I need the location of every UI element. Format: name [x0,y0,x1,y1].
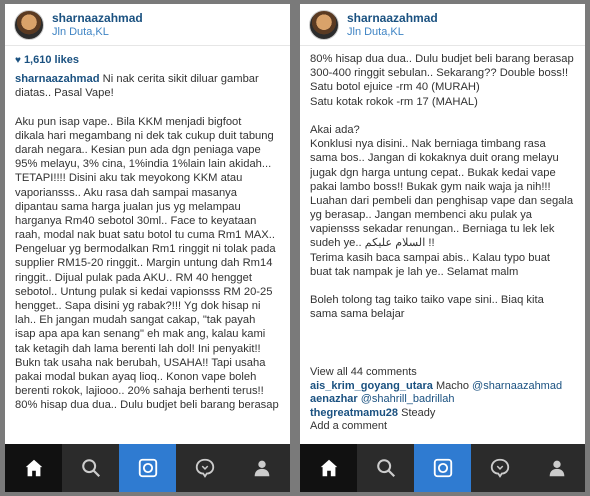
caption-text: berenti rokok, lajiooo.. 20% sahaja berhenti terus!! [15,385,264,398]
add-comment-input[interactable]: Add a comment [310,420,388,433]
caption-text: Bukn tak usaha nak berubah, USAHA!! Tapi usaha [15,356,266,369]
caption [310,52,578,322]
caption-line [15,214,283,228]
comment-user[interactable]: ais_krim_goyang_utara [310,379,433,392]
caption-text: 95% melayu, 3% cina, 1%india 1%lain lain akidah... [15,158,272,171]
caption-text: Pengeluar yg bermodalkan Rm1 ringgit ni tolak pada [15,243,276,256]
caption-text: 300-400 ringgit sebulan.. Sekarang?? Double boss!! [310,67,569,80]
caption-text: ringgit.. Dijual pulak pada AKU.. RM 40 hengget [15,271,252,284]
comments-section [310,366,578,434]
caption-text: tak ketagih dah lama berenti lah dol! Ini penyakit!! [15,342,261,355]
caption-line [310,194,578,208]
comment-user[interactable]: aenazhar [310,393,358,406]
caption-line [310,293,578,307]
caption-text: dipantau sama harga jualan jus yg melampau [15,200,241,213]
caption-line [15,100,283,114]
caption-text: Akai ada? [310,123,360,136]
caption-text: isap apa apa kan senang" eh mak ang, kalau kami [15,328,266,341]
post-header [300,4,585,46]
location-link[interactable]: Jln Duta,KL [347,26,404,38]
caption-text: Terima kasih baca sampai abis.. Kalau typo buat [310,251,551,264]
tab-search[interactable] [62,444,119,492]
caption-text: sebotol.. Untung pulak si kedai vapionsss RM 20-25 [15,285,273,298]
tab-home[interactable] [300,444,357,492]
camera-icon [137,457,159,479]
caption-line [15,256,283,270]
camera-icon [432,457,454,479]
caption-line [15,370,283,384]
caption-line [15,271,283,285]
view-all-comments-link[interactable]: View all 44 comments [310,366,417,378]
caption-text: lah.. Eh jangan mudah sangat cakap, "tak payah [15,314,256,327]
caption-text: jugak dgn harga untung cepat.. Bukak kedai vape [310,166,556,179]
caption-text: Boleh tolong tag taiko taiko vape sini.. Biaq kita [310,294,544,307]
caption [15,72,283,413]
profile-icon [546,457,568,479]
caption-line [15,228,283,242]
caption-text: darah negara.. Kesian pun ada dgn peniaga vape [15,143,261,156]
caption-text: Satu botol ejuice -rm 40 (MURAH) [310,81,480,94]
caption-line [15,115,283,129]
comment-mention[interactable]: @sharnaazahmad [472,379,563,392]
caption-text: diatas.. Pasal Vape! [15,87,114,100]
bottom-tab-bar [300,444,585,492]
caption-line [310,52,578,66]
tab-search[interactable] [357,444,414,492]
caption-line [15,72,283,86]
caption-text: pakai lambo boss!! Bukak gym naik waja ja nih!!! [310,180,551,193]
avatar[interactable] [309,10,339,40]
caption-line [15,186,283,200]
comment [310,380,578,394]
right-post-screen [300,4,585,492]
caption-line [310,180,578,194]
activity-icon [194,457,216,479]
caption-text: Ni nak cerita sikit diluar gambar [99,73,259,85]
caption-line [310,109,578,123]
comment [310,393,578,407]
likes-label: 1,610 likes [23,54,79,66]
caption-line [15,171,283,185]
caption-line [310,251,578,265]
tab-profile[interactable] [528,444,585,492]
caption-line [310,279,578,293]
username[interactable]: sharnaazahmad [52,11,143,25]
caption-line [15,129,283,143]
caption-text: hengget.. Sapa disini yg rabak?!!! Yg dok hisap ni [15,300,261,312]
caption-line [310,208,578,222]
caption-line [310,66,578,80]
username[interactable]: sharnaazahmad [347,11,438,25]
search-icon [80,457,102,479]
caption-text: Konklusi nya disini.. Nak berniaga timbang rasa [310,138,546,151]
likes-count[interactable] [15,54,79,66]
heart-icon: ♥ [15,55,21,66]
caption-line [15,398,283,412]
caption-line [310,80,578,94]
caption-line [15,299,283,313]
comment-text: Steady [398,406,436,419]
caption-line [15,342,283,356]
caption-text: vaporiansss.. Aku rasa dah sampai masanya [15,186,238,199]
search-icon [375,457,397,479]
caption-text: 80% hisap dua dua.. Dulu budjet beli barang berasap [310,53,574,65]
caption-text: sudeh ye.. السلام عليكم !! [310,237,435,250]
comment-mention[interactable]: @shahrill_badrillah [360,393,455,406]
caption-text: Luahan dari pembeli dan penghisap vape dan segala [310,194,574,207]
caption-line [310,222,578,236]
caption-line [15,157,283,171]
caption-line [310,265,578,279]
home-icon [23,457,45,479]
caption-line [15,242,283,256]
caption-line [310,151,578,165]
tab-home[interactable] [5,444,62,492]
home-icon [318,457,340,479]
activity-icon [489,457,511,479]
post-header [5,4,290,46]
bottom-tab-bar [5,444,290,492]
caption-text: 80% hisap dua dua.. Dulu budjet beli barang berasap [15,399,279,412]
location-link[interactable]: Jln Duta,KL [52,26,109,38]
caption-line [15,86,283,100]
caption-line [15,384,283,398]
avatar[interactable] [14,10,44,40]
caption-text: vapiensss sekadar renungan.. Berniaga tu lek lek [310,223,555,236]
caption-line [15,285,283,299]
caption-text: yg berasap.. Jangan membenci aku pulak ya [310,209,533,222]
caption-username[interactable]: sharnaazahmad [15,73,100,85]
caption-text: Satu kotak rokok -rm 17 (MAHAL) [310,95,478,108]
tab-camera[interactable] [119,444,176,492]
profile-icon [251,457,273,479]
caption-line [310,236,578,250]
tab-activity[interactable] [176,444,233,492]
tab-profile[interactable] [233,444,290,492]
caption-line [15,200,283,214]
caption-text: dikala hari megambang ni dek tak cukup duit tabung [15,129,274,142]
comment-text: Macho [432,379,473,392]
tab-camera[interactable] [414,444,471,492]
caption-line [310,137,578,151]
caption-text: TETAPI!!!! Disini aku tak meyokong KKM atau [15,172,243,185]
comment [310,407,578,421]
tab-activity[interactable] [471,444,528,492]
caption-text: sama bos.. Jangan di kokaknya duit orang melayu [310,152,559,165]
caption-line [15,143,283,157]
caption-text: supplier RM15-20 ringgit.. Margin untung dah Rm14 [15,257,273,270]
caption-line [310,307,578,321]
left-post-screen [5,4,290,492]
caption-text: raah, modal nak buat satu botol tu cuma Rm1 MAX.. [15,229,275,242]
caption-line [310,123,578,137]
caption-line [310,166,578,180]
caption-text: buat tak nampak je lah ye.. Selamat malm [310,265,519,278]
caption-line [15,313,283,327]
caption-text: pakai modal bukan ayaq lioq.. Konon vape boleh [15,370,257,383]
caption-text: sama sama belajar [310,308,405,321]
caption-line [15,327,283,341]
comment-user[interactable]: thegreatmamu28 [310,406,399,419]
caption-text: Aku pun isap vape.. Bila KKM menjadi bigfoot [15,115,242,128]
caption-line [15,356,283,370]
caption-text: harganya Rm40 sebotol 30ml.. Face to keyataan [15,214,257,227]
caption-line [310,95,578,109]
